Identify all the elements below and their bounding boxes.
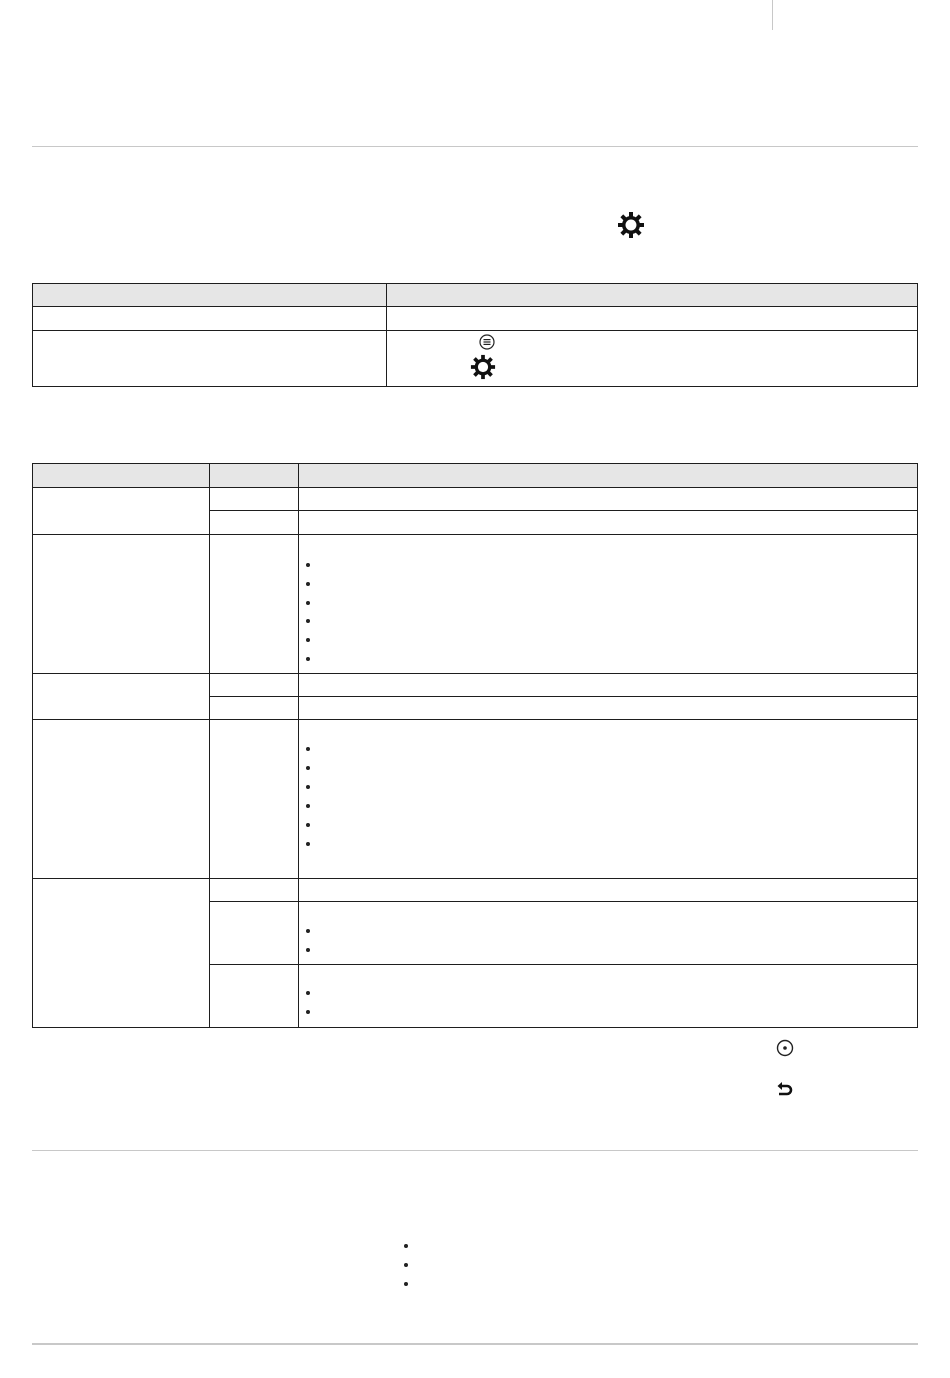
table-cell [210,965,299,1028]
table-cell [33,488,210,535]
table-cell [33,331,387,387]
table-row [33,674,918,697]
gear-icon [617,211,645,239]
bullet-point [306,766,310,770]
bullet-point [306,785,310,789]
table-cell [387,331,918,387]
bullet-point [306,619,310,623]
settings-table-1 [32,283,918,387]
bullet-point [404,1263,408,1267]
footer-divider [32,1343,918,1345]
bullet-point [306,601,310,605]
table-header-cell [387,284,918,307]
table-row [33,720,918,879]
bullet-point [306,804,310,808]
bullet-point [306,842,310,846]
table-cell [299,511,918,535]
bullet-point [306,747,310,751]
bullet-point [306,948,310,952]
bullet-point [306,563,310,567]
section-divider-top [32,146,918,147]
bullet-point [306,582,310,586]
table-cell [33,674,210,720]
bullet-point [404,1282,408,1286]
table-cell [210,511,299,535]
table-cell [210,879,299,902]
bullet-point [306,929,310,933]
page-margin-line [772,0,773,30]
section-divider-middle [32,1150,918,1151]
table-cell [299,674,918,697]
table-cell [210,488,299,511]
back-arrow-icon [776,1079,794,1102]
table-cell [210,535,299,674]
bullet-point [306,991,310,995]
table-header-row [33,284,918,307]
table-cell [299,902,918,965]
table-header-row [33,464,918,488]
table-header-cell [299,464,918,488]
table-cell [210,720,299,879]
menu-list-icon [479,334,495,353]
table-cell [210,674,299,697]
table-row [33,488,918,511]
table-cell [210,902,299,965]
table-cell [33,307,387,331]
bullet-point [306,1010,310,1014]
settings-table-2 [32,463,918,1028]
table-cell [299,965,918,1028]
table-cell [299,697,918,720]
table-cell [387,307,918,331]
table-cell [210,697,299,720]
table-row [33,307,918,331]
table-cell [33,720,210,879]
table-row [33,331,918,387]
table-cell [33,535,210,674]
table-header-cell [33,284,387,307]
bullet-point [306,657,310,661]
table-header-cell [33,464,210,488]
table-header-cell [210,464,299,488]
gear-icon [470,354,496,380]
circle-dot-icon [776,1039,794,1062]
table-cell [299,720,918,879]
table-row [33,535,918,674]
bullet-point [306,638,310,642]
bullet-point [404,1244,408,1248]
table-cell [33,879,210,1028]
table-cell [299,488,918,511]
table-cell [299,535,918,674]
table-row [33,879,918,902]
table-cell [299,879,918,902]
bullet-point [306,823,310,827]
bullet-list [398,1240,418,1300]
